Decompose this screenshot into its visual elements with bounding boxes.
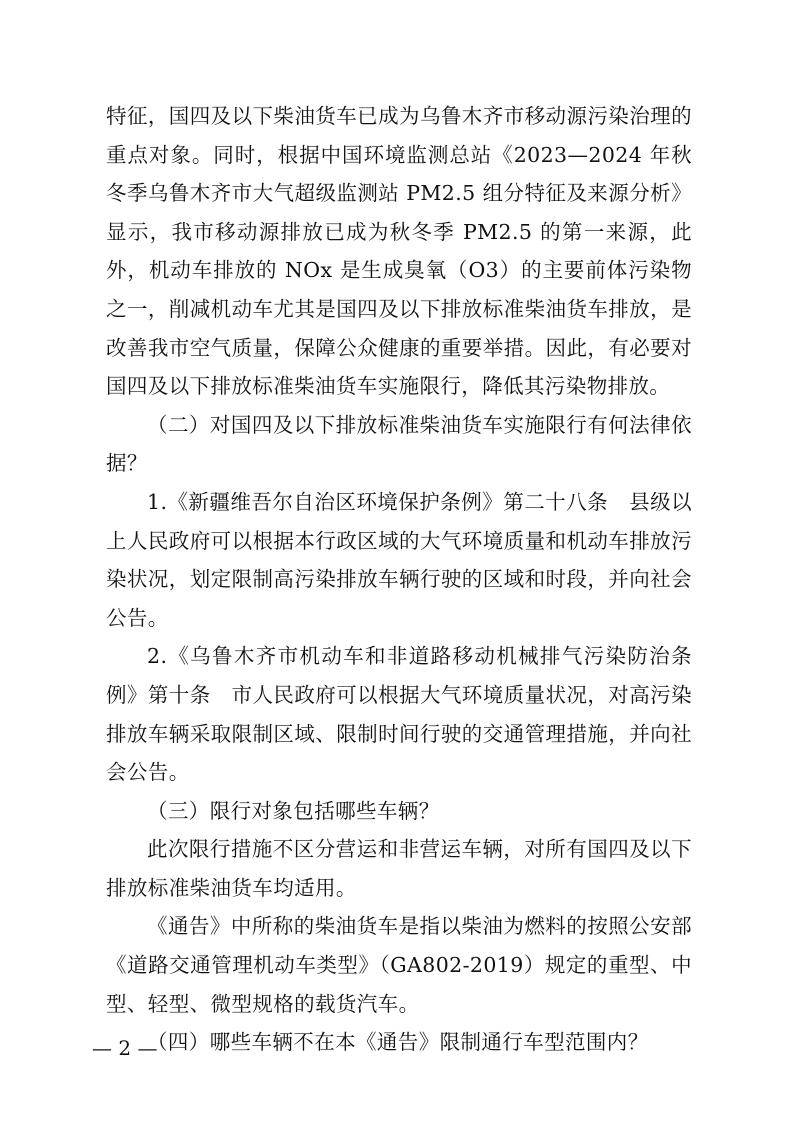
paragraph-legal-basis-1: 1.《新疆维吾尔自治区环境保护条例》第二十八条 县级以上人民政府可以根据本行政区域的大气环境质量和机动车排放污染状况，划定限制高污染排放车辆行驶的区域和时段，并向社会公告。	[106, 489, 692, 630]
paragraph-restricted-scope: 此次限行措施不区分营运和非营运车辆，对所有国四及以下排放标准柴油货车均适用。	[106, 837, 692, 900]
heading-restricted-vehicles: （三）限行对象包括哪些车辆？	[147, 798, 440, 823]
page-number: — 2 —	[92, 1036, 158, 1060]
paragraph-diesel-truck-definition: 《通告》中所称的柴油货车是指以柴油为燃料的按照公安部《道路交通管理机动车类型》（GA802-2019）规定的重型、中型、轻型、微型规格的载货汽车。	[106, 914, 692, 1016]
paragraph-intro-continued: 特征，国四及以下柴油货车已成为乌鲁木齐市移动源污染治理的重点对象。同时，根据中国环境监测总站《2023—2024 年秋冬季乌鲁木齐市大气超级监测站 PM2.5 组分特征及来源分析》显示，我市移动源排放已成为秋冬季 PM2.5 的第一来源，此外，机动车排放的 NOx 是生成臭氧（O3）的主要前体污染物之一，削减机动车尤其是国四及以下排放标准柴油货车排放，是改善我市空气质量，保障公众健康的重要举措。因此，有必要对国四及以下排放标准柴油货车实施限行，降低其污染物排放。	[106, 104, 692, 399]
heading-excluded-vehicles: （四）哪些车辆不在本《通告》限制通行车型范围内？	[147, 1030, 649, 1055]
heading-legal-basis: （二）对国四及以下排放标准柴油货车实施限行有何法律依据？	[106, 412, 692, 476]
paragraph-legal-basis-2: 2.《乌鲁木齐市机动车和非道路移动机械排气污染防治条例》第十条 市人民政府可以根据大气环境质量状况，对高污染排放车辆采取限制区域、限制时间行驶的交通管理措施，并向社会公告。	[106, 644, 692, 785]
document-body	[106, 97, 692, 1062]
